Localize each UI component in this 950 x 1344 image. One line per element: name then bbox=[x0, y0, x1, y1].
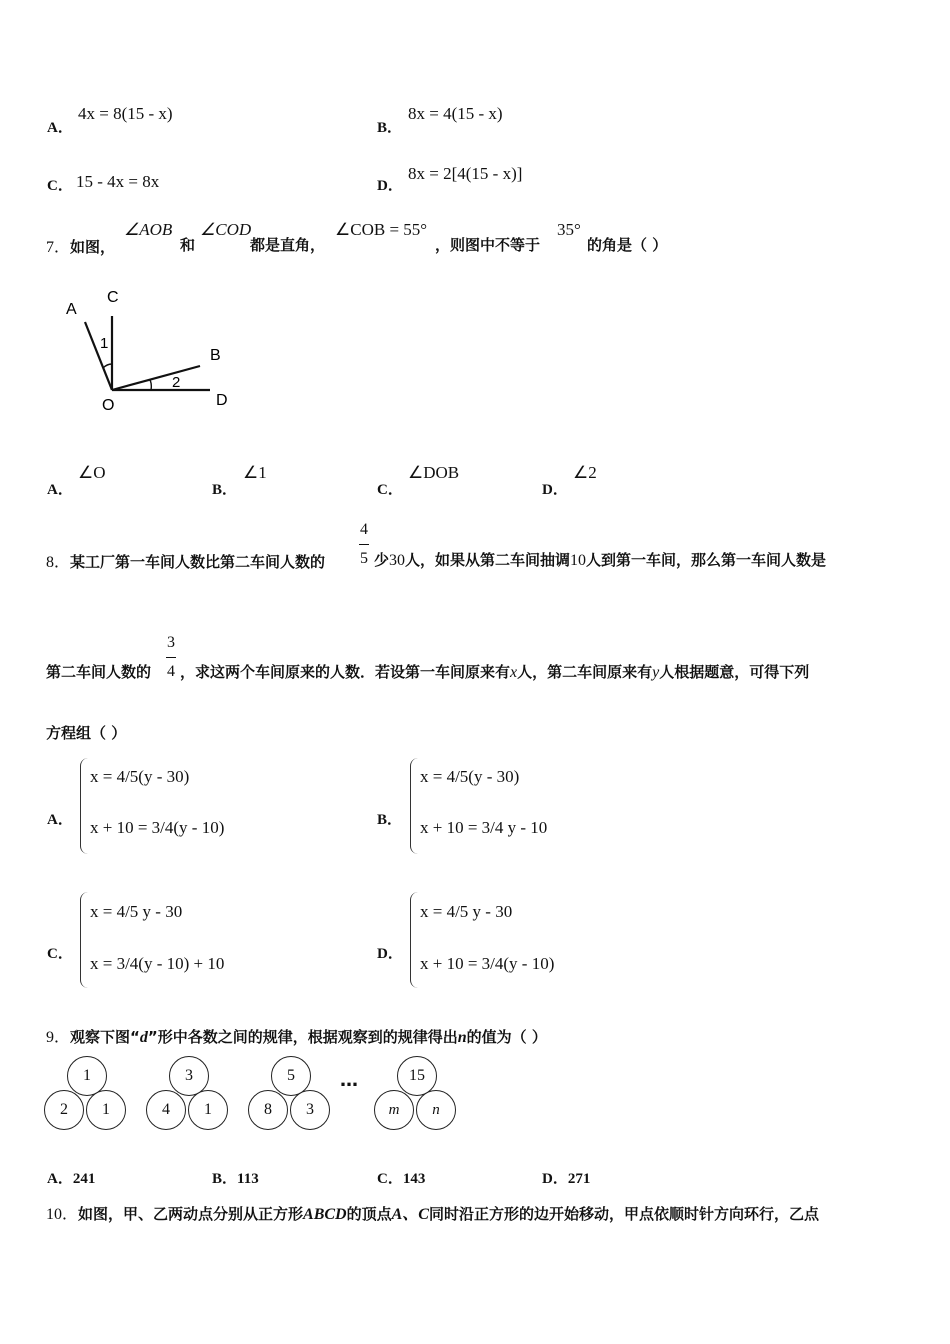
q7-angle-figure bbox=[60, 284, 240, 414]
q7-number: 7． bbox=[46, 239, 71, 256]
option-value: 241 bbox=[72, 1171, 96, 1187]
q8-var-x: x bbox=[510, 664, 518, 681]
q8-text-4: 人到第一车间，那么第一车间人数是 bbox=[586, 551, 827, 569]
label-d: D bbox=[216, 392, 228, 409]
q8-fraction-3-4 bbox=[166, 635, 176, 680]
circle-right bbox=[86, 1090, 126, 1130]
q6-option-d-label: D． bbox=[377, 178, 403, 194]
circle-right bbox=[290, 1090, 330, 1130]
q8-number-10: 10 bbox=[570, 552, 587, 569]
q8-option-d-label: D． bbox=[377, 946, 403, 962]
q9-group-4 bbox=[374, 1056, 460, 1134]
q8-fraction-4-5 bbox=[359, 522, 369, 567]
q7-angle-cob: ∠COB = 55° bbox=[335, 220, 428, 239]
q6-option-b-text: 8x = 4(15 - x) bbox=[408, 104, 503, 123]
q10-text-2: 的顶点 bbox=[346, 1205, 392, 1223]
q6-option-d-text: 8x = 2[4(15 - x)] bbox=[408, 164, 523, 183]
fraction-numerator: 3 bbox=[167, 634, 175, 651]
q9-text-1: 观察下图“ bbox=[70, 1028, 140, 1046]
q6-option-b-label: B． bbox=[377, 120, 403, 136]
q6-option-d-equation bbox=[408, 164, 522, 184]
q10-vertices-ac: A、C bbox=[391, 1206, 429, 1223]
q8-option-a-eq2: x + 10 = 3/4(y - 10) bbox=[90, 818, 225, 837]
option-value: 271 bbox=[567, 1171, 591, 1187]
ray-oa bbox=[85, 322, 112, 390]
circle-left bbox=[374, 1090, 414, 1130]
option-label: C． bbox=[377, 1171, 403, 1187]
q10-text-1: 如图，甲、乙两动点分别从正方形 bbox=[78, 1205, 304, 1223]
q8-option-b-brace bbox=[410, 758, 419, 854]
q7-angle-cod: ∠COD bbox=[200, 220, 252, 239]
arc-angle-2 bbox=[150, 380, 151, 390]
q6-option-c-equation bbox=[76, 172, 159, 192]
circle-value: 1 bbox=[102, 1101, 110, 1118]
q10-stem bbox=[46, 1201, 819, 1224]
q8-text-6: ，求这两个车间原来的人数．若设第一车间原来有 bbox=[180, 663, 511, 681]
q9-group-2 bbox=[146, 1056, 232, 1134]
q8-stem-line-2 bbox=[180, 661, 809, 682]
q8-option-a-label: A． bbox=[47, 812, 73, 828]
q8-text-9: 方程组（ ） bbox=[46, 724, 127, 742]
q7-option-a-label: A． bbox=[47, 482, 73, 498]
circle-value: 15 bbox=[409, 1067, 425, 1084]
circle-value: 1 bbox=[83, 1067, 91, 1084]
circle-value: 5 bbox=[287, 1067, 295, 1084]
q9-option-a bbox=[47, 1167, 95, 1188]
q7-option-c-label: C． bbox=[377, 482, 403, 498]
fraction-denominator: 5 bbox=[359, 544, 369, 567]
q7-option-b-value: ∠1 bbox=[243, 463, 267, 482]
q6-option-a-label: A． bbox=[47, 120, 73, 136]
q6-option-c-label: C． bbox=[47, 178, 73, 194]
q7-option-a-value: ∠O bbox=[78, 463, 106, 482]
q8-text-3: 人，如果从第二车间抽调 bbox=[405, 551, 571, 569]
option-label: A． bbox=[47, 1171, 73, 1187]
ray-ob bbox=[112, 366, 200, 390]
q9-group-1 bbox=[44, 1056, 130, 1134]
q9-var-d: d bbox=[139, 1029, 148, 1046]
q7-text-2: 和 bbox=[180, 236, 196, 254]
q9-option-d bbox=[542, 1167, 590, 1188]
q8-option-c-eq1: x = 4/5 y - 30 bbox=[90, 902, 183, 921]
q7-text-5: 的角是（ ） bbox=[587, 236, 668, 254]
circle-value: 8 bbox=[264, 1101, 272, 1118]
q6-option-b-equation bbox=[408, 104, 503, 124]
q7-degree-35: 35° bbox=[557, 220, 581, 239]
q9-stem bbox=[46, 1024, 547, 1047]
q7-stem bbox=[46, 234, 115, 257]
q7-option-d-value: ∠2 bbox=[573, 463, 597, 482]
circle-left bbox=[248, 1090, 288, 1130]
label-c: C bbox=[107, 289, 119, 306]
arc-angle-1 bbox=[103, 364, 112, 368]
option-label: D． bbox=[542, 1171, 568, 1187]
q8-option-d-eq2: x + 10 = 3/4(y - 10) bbox=[420, 954, 555, 973]
circle-value: 1 bbox=[204, 1101, 212, 1118]
q8-text-7: 人，第二车间原来有 bbox=[517, 663, 653, 681]
circle-value: 3 bbox=[185, 1067, 193, 1084]
q9-group-3 bbox=[248, 1056, 334, 1134]
label-b: B bbox=[210, 347, 221, 364]
q9-ellipsis: … bbox=[340, 1070, 358, 1091]
q10-square-abcd: ABCD bbox=[303, 1206, 347, 1223]
fraction-numerator: 4 bbox=[360, 521, 368, 538]
q6-option-a-text: 4x = 8(15 - x) bbox=[78, 104, 173, 123]
fraction-denominator: 4 bbox=[166, 657, 176, 680]
q7-figure-svg bbox=[60, 284, 240, 414]
q7-text-3: 都是直角， bbox=[250, 236, 326, 254]
q7-option-b-label: B． bbox=[212, 482, 238, 498]
label-a: A bbox=[66, 301, 77, 318]
q7-text-4: ，则图中不等于 bbox=[435, 236, 541, 254]
q8-option-c-label: C． bbox=[47, 946, 73, 962]
circle-value: 3 bbox=[306, 1101, 314, 1118]
q7-option-d-label: D． bbox=[542, 482, 568, 498]
q9-option-c bbox=[377, 1167, 425, 1188]
q8-option-d-brace bbox=[410, 892, 419, 988]
circle-left bbox=[44, 1090, 84, 1130]
q8-text-1: 某工厂第一车间人数比第二车间人数的 bbox=[70, 553, 326, 571]
circle-right bbox=[416, 1090, 456, 1130]
q9-option-b bbox=[212, 1167, 259, 1188]
q8-option-b-label: B． bbox=[377, 812, 403, 828]
option-value: 143 bbox=[402, 1171, 426, 1187]
q8-option-b-eq1: x = 4/5(y - 30) bbox=[420, 767, 520, 786]
q8-text-8: 人根据题意，可得下列 bbox=[659, 663, 810, 681]
q10-number: 10． bbox=[46, 1206, 79, 1223]
option-value: 113 bbox=[237, 1171, 259, 1187]
q6-option-c-text: 15 - 4x = 8x bbox=[76, 172, 160, 191]
q7-angle-aob: ∠AOB bbox=[124, 220, 173, 239]
q8-option-a-eq1: x = 4/5(y - 30) bbox=[90, 767, 190, 786]
label-angle-1: 1 bbox=[100, 335, 109, 352]
q8-stem-line-1 bbox=[46, 549, 325, 572]
q8-number-30: 30 bbox=[389, 552, 406, 569]
q9-text-3: 的值为（ ） bbox=[466, 1028, 547, 1046]
q9-number: 9． bbox=[46, 1029, 71, 1046]
q8-text-2: 少 bbox=[374, 551, 390, 569]
circle-value: 4 bbox=[162, 1101, 170, 1118]
circle-value: n bbox=[432, 1101, 440, 1118]
q6-option-a-equation bbox=[78, 104, 173, 124]
q8-option-d-eq1: x = 4/5 y - 30 bbox=[420, 902, 513, 921]
q10-text-3: 同时沿正方形的边开始移动，甲点依顺时针方向环行，乙点 bbox=[428, 1205, 819, 1223]
q8-number: 8． bbox=[46, 554, 71, 571]
label-angle-2: 2 bbox=[172, 374, 181, 391]
q8-option-a-brace bbox=[80, 758, 89, 854]
q7-option-c-value: ∠DOB bbox=[408, 463, 460, 482]
q9-text-2: ”形中各数之间的规律，根据观察到的规律得出 bbox=[147, 1028, 458, 1046]
circle-value: m bbox=[388, 1101, 400, 1118]
q7-text-1: 如图， bbox=[70, 238, 116, 256]
q9-var-n: n bbox=[457, 1029, 467, 1046]
circle-value: 2 bbox=[60, 1101, 68, 1118]
label-o: O bbox=[102, 397, 115, 414]
q8-option-b-eq2: x + 10 = 3/4 y - 10 bbox=[420, 818, 548, 837]
circle-right bbox=[188, 1090, 228, 1130]
q8-option-c-eq2: x = 3/4(y - 10) + 10 bbox=[90, 954, 225, 973]
q8-text-2-group bbox=[374, 549, 826, 570]
q8-var-y: y bbox=[652, 664, 660, 681]
q8-text-5: 第二车间人数的 bbox=[46, 663, 152, 681]
circle-left bbox=[146, 1090, 186, 1130]
option-label: B． bbox=[212, 1171, 238, 1187]
q8-option-c-brace bbox=[80, 892, 89, 988]
